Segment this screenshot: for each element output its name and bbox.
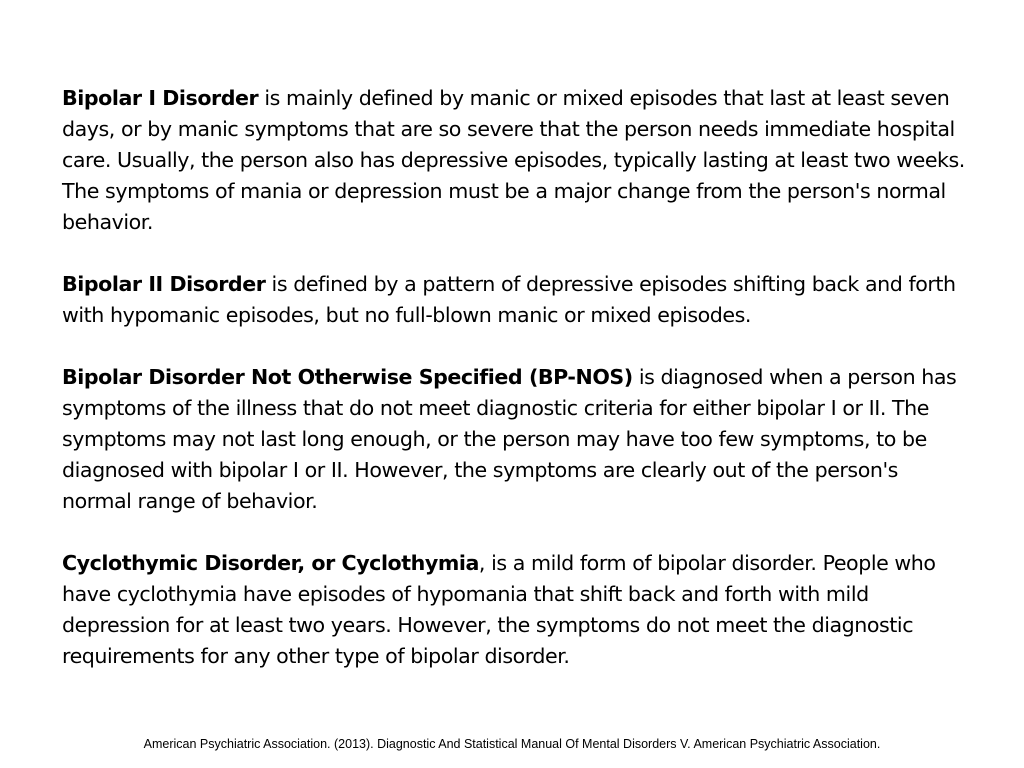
definition-cyclothymia: , is a mild form of bipolar disorder. People who have cyclothymia have episodes of hypomania that shift back and forth with mild depression for at least two years. However, the symptoms do not meet the diagnostic requirements for any other type of bipolar disorder.: [62, 551, 936, 668]
citation: American Psychiatric Association. (2013). Diagnostic And Statistical Manual Of Mental Disorders V. American Psychiatric Association.: [143, 737, 881, 751]
paragraph-bp-nos: [62, 362, 972, 517]
term-bipolar-i: Bipolar I Disorder: [62, 86, 259, 110]
term-bipolar-ii: Bipolar II Disorder: [62, 272, 266, 296]
paragraph-bipolar-i: [62, 83, 972, 238]
slide-body: [62, 83, 972, 703]
term-cyclothymia: Cyclothymic Disorder, or Cyclothymia: [62, 551, 479, 575]
paragraph-cyclothymia: [62, 548, 972, 672]
definition-bp-nos: is diagnosed when a person has symptoms of the illness that do not meet diagnostic criteria for either bipolar I or II. The symptoms may not last long enough, or the person may have too few symptoms, to be diagnosed with bipolar I or II. However, the symptoms are clearly out of the person's normal range of behavior.: [62, 365, 957, 513]
paragraph-bipolar-ii: [62, 269, 972, 331]
definition-bipolar-ii: is defined by a pattern of depressive episodes shifting back and forth with hypomanic episodes, but no full-blown manic or mixed episodes.: [62, 272, 956, 327]
term-bp-nos: Bipolar Disorder Not Otherwise Specified (BP-NOS): [62, 365, 633, 389]
definition-bipolar-i: is mainly defined by manic or mixed episodes that last at least seven days, or by manic symptoms that are so severe that the person needs immediate hospital care. Usually, the person also has depressive episodes, typically lasting at least two weeks. The symptoms of mania or depression must be a major change from the person's normal behavior.: [62, 86, 965, 234]
